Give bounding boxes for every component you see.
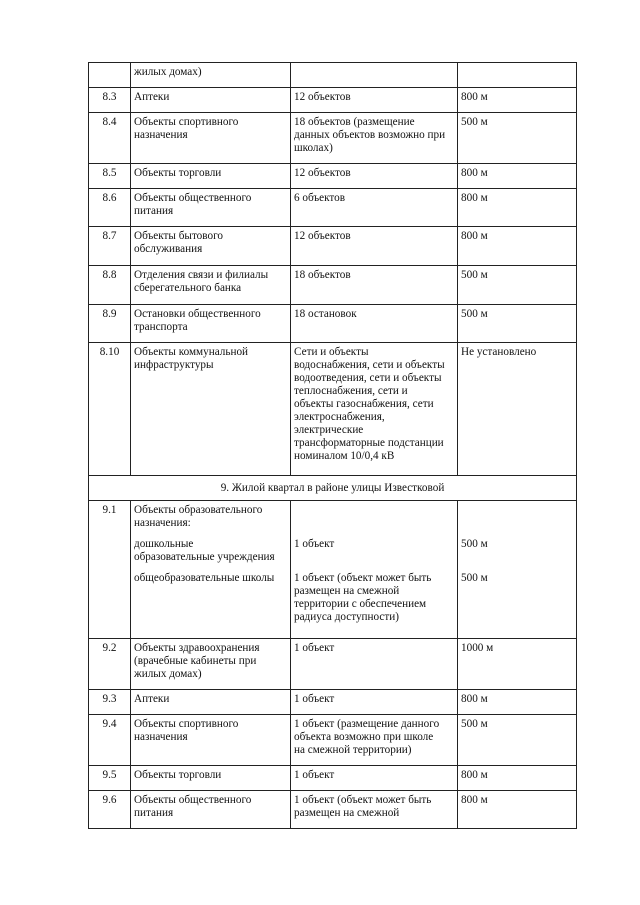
- table-row: [89, 639, 577, 690]
- table-row: [89, 501, 577, 639]
- facility-name: Объекты торговли: [131, 164, 291, 189]
- facility-name: Объекты общественного питания: [131, 791, 291, 829]
- table-row: [89, 305, 577, 343]
- facility-radius-cell: [458, 501, 577, 639]
- row-number: 8.7: [89, 227, 131, 266]
- row-number: 9.4: [89, 715, 131, 766]
- facility-name: Аптеки: [131, 690, 291, 715]
- row-number: 8.6: [89, 189, 131, 227]
- facility-name-cell: [131, 501, 291, 639]
- facility-name: Объекты спортивного назначения: [131, 715, 291, 766]
- facility-amount: [291, 63, 458, 88]
- row-number: 9.3: [89, 690, 131, 715]
- facility-amount: 1 объект (размещение данного объекта возможно при школе на смежной территории): [291, 715, 458, 766]
- row-number: 9.5: [89, 766, 131, 791]
- subcategory-name: дошкольные образовательные учреждения: [134, 538, 275, 563]
- row-number: 8.5: [89, 164, 131, 189]
- facility-radius: 800 м: [458, 766, 577, 791]
- facility-name: Аптеки: [131, 88, 291, 113]
- facility-radius: 500 м: [458, 266, 577, 305]
- facility-radius: 800 м: [458, 189, 577, 227]
- facility-radius: 800 м: [458, 88, 577, 113]
- table-row: [89, 715, 577, 766]
- facility-amount: 18 объектов: [291, 266, 458, 305]
- facility-amount: 1 объект: [291, 766, 458, 791]
- subcategory-radius: 500 м: [461, 538, 488, 550]
- table-row: [89, 766, 577, 791]
- facility-amount: 1 объект: [291, 639, 458, 690]
- table-row: [89, 266, 577, 305]
- facility-radius: Не установлено: [458, 343, 577, 476]
- facility-radius: 500 м: [458, 305, 577, 343]
- facility-name: Объекты коммунальной инфраструктуры: [131, 343, 291, 476]
- facility-radius: 500 м: [458, 715, 577, 766]
- facility-radius: 800 м: [458, 164, 577, 189]
- table-row: [89, 690, 577, 715]
- facility-name: Объекты бытового обслуживания: [131, 227, 291, 266]
- facility-amount: 12 объектов: [291, 164, 458, 189]
- row-number: 8.9: [89, 305, 131, 343]
- table-row: [89, 791, 577, 829]
- table-row: [89, 343, 577, 476]
- facility-name: Объекты здравоохранения (врачебные кабинеты при жилых домах): [131, 639, 291, 690]
- facility-amount: 1 объект (объект может быть размещен на смежной: [291, 791, 458, 829]
- subcategory-name: общеобразовательные школы: [134, 572, 275, 584]
- facility-name: Остановки общественного транспорта: [131, 305, 291, 343]
- row-number: [89, 63, 131, 88]
- facility-radius: 800 м: [458, 791, 577, 829]
- facility-name: Объекты образовательного назначения:: [134, 504, 263, 529]
- section-header-row: [89, 476, 577, 501]
- row-number: 8.3: [89, 88, 131, 113]
- subcategory-radius: 500 м: [461, 572, 488, 584]
- row-number: 8.4: [89, 113, 131, 164]
- document-page: [88, 62, 576, 829]
- row-number: 9.1: [89, 501, 131, 639]
- facility-amount: 12 объектов: [291, 88, 458, 113]
- row-number: 9.2: [89, 639, 131, 690]
- facility-amount-cell: [291, 501, 458, 639]
- facility-amount: 1 объект: [291, 690, 458, 715]
- table-row: [89, 164, 577, 189]
- facility-name: жилых домах): [131, 63, 291, 88]
- facility-name: Объекты торговли: [131, 766, 291, 791]
- subcategory-amount: 1 объект: [294, 538, 335, 550]
- facility-amount: 12 объектов: [291, 227, 458, 266]
- table-row: [89, 189, 577, 227]
- facility-name: Объекты общественного питания: [131, 189, 291, 227]
- facility-amount: Сети и объекты водоснабжения, сети и объекты водоотведения, сети и объекты теплоснабжения, сети и объекты газоснабжения, сети электроснабжения, электрические трансформаторные подстанции номиналом 10/0,4 кВ: [291, 343, 458, 476]
- facility-amount: 18 остановок: [291, 305, 458, 343]
- table-row: [89, 113, 577, 164]
- row-number: 9.6: [89, 791, 131, 829]
- facility-radius: [458, 63, 577, 88]
- table-row: [89, 227, 577, 266]
- facility-radius: 1000 м: [458, 639, 577, 690]
- row-number: 8.8: [89, 266, 131, 305]
- facility-radius: 800 м: [458, 227, 577, 266]
- row-number: 8.10: [89, 343, 131, 476]
- subcategory-amount: 1 объект (объект может быть размещен на смежной территории с обеспечением радиуса доступности): [294, 572, 432, 623]
- facility-name: Объекты спортивного назначения: [131, 113, 291, 164]
- facility-radius: 500 м: [458, 113, 577, 164]
- facilities-table: [88, 62, 577, 829]
- facility-amount: 6 объектов: [291, 189, 458, 227]
- table-row: [89, 63, 577, 88]
- facility-radius: 800 м: [458, 690, 577, 715]
- facility-name: Отделения связи и филиалы сберегательного банка: [131, 266, 291, 305]
- facility-amount: 18 объектов (размещение данных объектов возможно при школах): [291, 113, 458, 164]
- section-title: 9. Жилой квартал в районе улицы Известковой: [89, 476, 577, 501]
- table-row: [89, 88, 577, 113]
